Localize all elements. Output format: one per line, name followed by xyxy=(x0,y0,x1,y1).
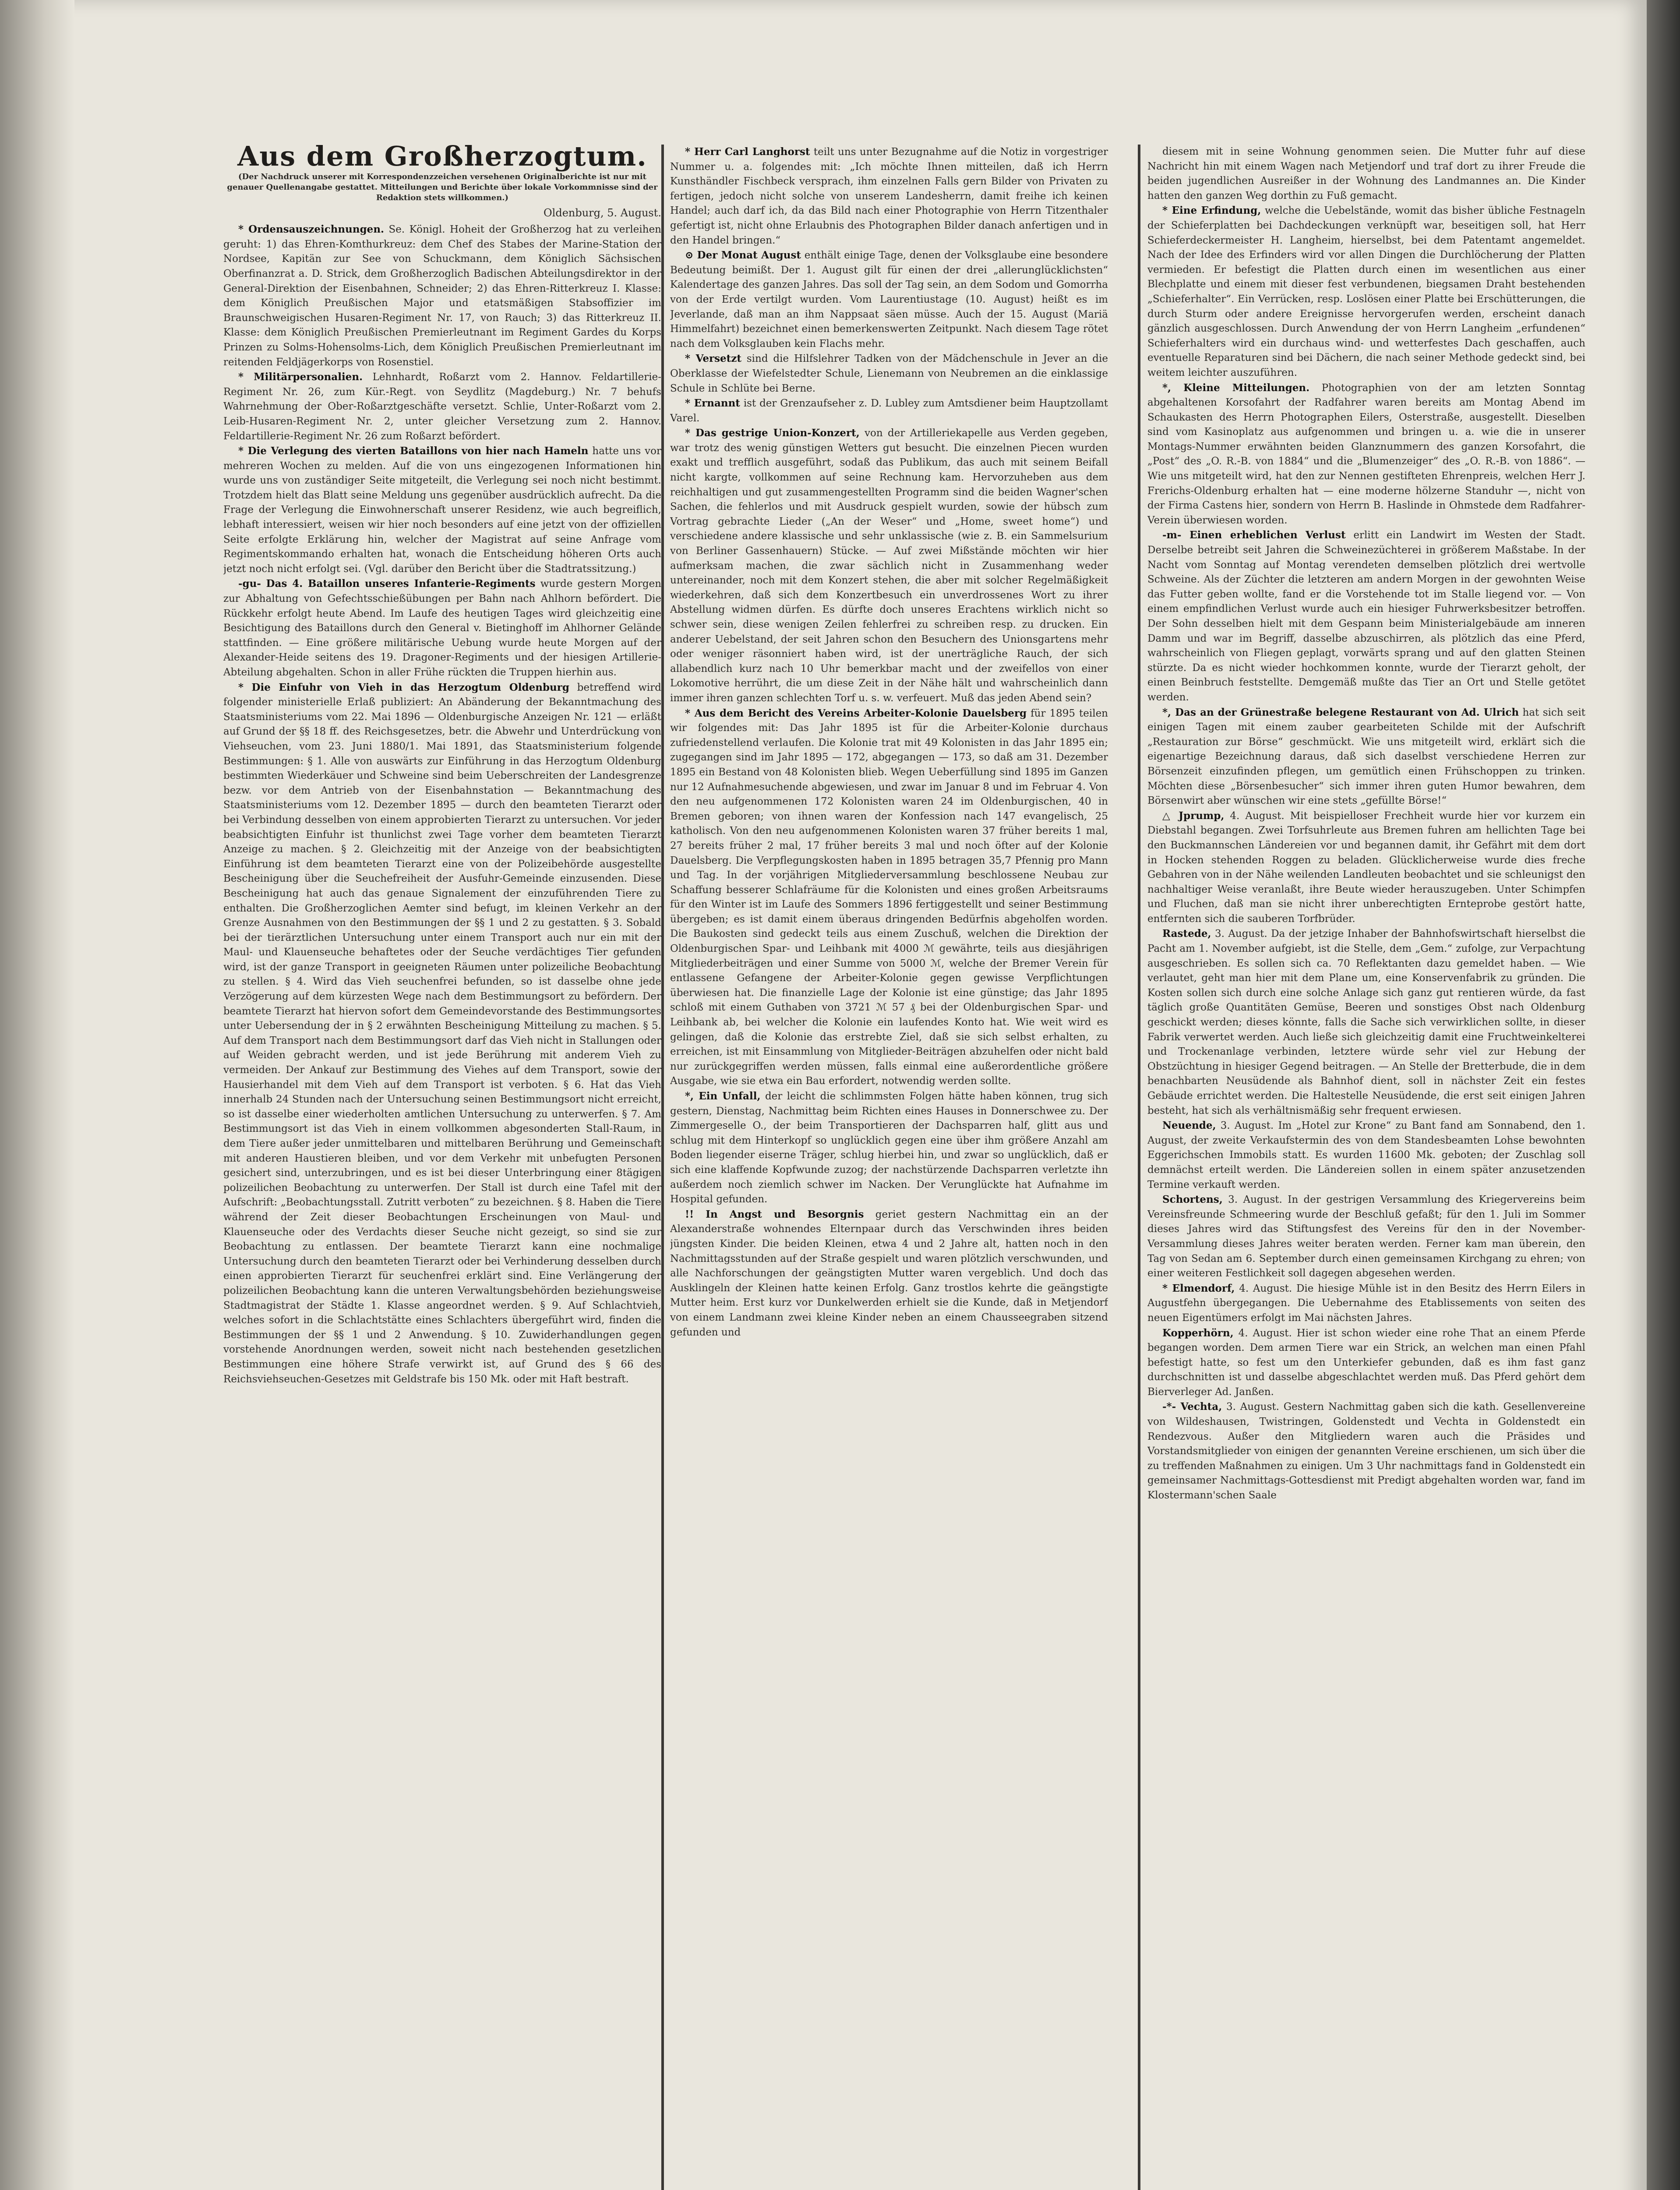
article-text: hatte uns vor mehreren Wochen zu melden. Auf die von uns eingezogenen Informationen hin wurde uns von zuständiger Seite mitgeteilt, die Verlegung sei noch nicht bestimmt. Trotzdem hielt das Blatt seine Meldung uns gegenüber ausdrücklich aufrecht. Da die Frage der Verlegung die Einwohnerschaft unserer Residenz, wie auch begreiflich, lebhaft interessiert, weisen wir hier noch besonders auf eine jetzt von der offiziellen Seite erfolgte Erklärung hin, welcher der Magistrat auf seine Anfrage vom Regimentskommando erhalten hat, wonach die Entscheidung höheren Orts auch jetzt noch nicht erfolgt sei. (Vgl. darüber den Bericht über die Stadtratssitzung.) xyxy=(223,445,661,575)
article-headline: !! In Angst und Besorgnis xyxy=(685,1208,864,1220)
article-headline: * Die Einfuhr von Vieh in das Herzogtum Oldenburg xyxy=(238,681,569,693)
article-paragraph xyxy=(670,1089,1108,1207)
article-headline: * Aus dem Bericht des Vereins Arbeiter-Kolonie Dauelsberg xyxy=(685,707,1027,719)
article-text: teilt uns unter Bezugnahme auf die Notiz in vorgestriger Nummer u. a. folgendes mit: „Ich möchte Ihnen mitteilen, daß ich Herrn Kunsthändler Fischbeck versprach, ihm einzelnen Falls gern Bilder von Privaten zu fertigen, jedoch nicht solche von unserem Landesherrn, damit freihe ich keinen Handel; auch darf ich, da das Bild nach einer Photographie von Herrn Titzenthaler gefertigt ist, nicht ohne Erlaubnis des Photographen Bilder danach anfertigen und in den Handel bringen.“ xyxy=(670,146,1108,246)
article-text: enthält einige Tage, denen der Volksglaube eine besondere Bedeutung beimißt. Der 1. August gilt für einen der drei „allerunglücklichsten“ Kalendertage des ganzen Jahres. Das soll der Tag sein, an dem Sodom und Gomorrha von der Erde vertilgt wurden. Vom Laurentiustage (10. August) heißt es im Jeverlande, daß man an ihm Nappsaat säen müsse. Auch der 15. August (Mariä Himmelfahrt) bezeichnet einen bemerkenswerten Zeitpunkt. Nach diesem Tage rötet nach dem Volksglauben kein Flachs mehr. xyxy=(670,250,1108,350)
column-rule xyxy=(661,145,664,2190)
article-paragraph xyxy=(1147,1118,1585,1192)
article-paragraph xyxy=(223,444,661,576)
article-text: der leicht die schlimmsten Folgen hätte haben können, trug sich gestern, Dienstag, Nachmittag beim Richten eines Hauses in Donnerschwee zu. Der Zimmergeselle O., der beim Transportieren der Dachsparren half, glitt aus und schlug mit dem Hinterkopf so unglücklich gegen eine über ihm größere Anzahl am Boden liegender eiserne Träger, schlug hierbei hin, und zwar so unglücklich, daß er sich eine klaffende Kopfwunde zuzog; der nachstürzende Dachsparren verletzte ihn außerdem noch ziemlich schwer im Nacken. Der Verunglückte hat Aufnahme im Hospital gefunden. xyxy=(670,1091,1108,1205)
column-1-articles xyxy=(223,222,661,1387)
article-text: wurde gestern Morgen zur Abhaltung von Gefechtsschießübungen per Bahn nach Ahlhorn befördert. Die Rückkehr erfolgt heute Abend. Im Laufe des heutigen Tages wird gleichzeitig eine Besichtigung des Bataillons durch den General v. Bietinghoff im Ahlhorner Gelände stattfinden. — Eine größere militärische Uebung wurde heute Morgen auf der Alexander-Heide seitens des 19. Dragoner-Regiments und der hiesigen Artillerie-Abteilung abgehalten. Schon in aller Frühe rückten die Truppen hierhin aus. xyxy=(223,578,661,678)
article-headline: *, Ein Unfall, xyxy=(685,1090,761,1102)
article-headline: * Ordensauszeichnungen. xyxy=(238,223,385,236)
dateline: Oldenburg, 5. August. xyxy=(543,206,661,219)
article-text: hat sich seit einigen Tagen mit einem zauber gearbeiteten Schilde mit der Aufschrift „Restauration zur Börse“ geschmückt. Wie uns mitgeteilt wird, erklärt sich die eigenartige Bezeichnung daraus, daß sich daselbst verschiedene Herren zur Börsenzeit einzufinden pflegen, um gemütlich einen Frühschoppen zu trinken. Möchten diese „Börsenbesucher“ sich immer ihren guten Humor bewahren, dem Börsenwirt aber wünschen wir eine stets „gefüllte Börse!“ xyxy=(1147,706,1585,807)
article-text: 4. August. Mit beispielloser Frechheit wurde hier vor kurzem ein Diebstahl begangen. Zwei Torfsuhrleute aus Bremen fuhren am hellichten Tage bei den Buckmannschen Ländereien vor und begannen damit, ihr Gefährt mit dem dort in Hocken stehenden Roggen zu beladen. Glücklicherweise wurde dies freche Gebahren von in der Nähe weilenden Landleuten beobachtet und sie schleunigst den nachhaltiger Weise veranlaßt, ihre Beute wieder herauszugeben. Unter Schimpfen und Fluchen, daß man sie nicht ihrer unberechtigten Ernteprobe gestört hatte, entfernten sich die sauberen Torfbrüder. xyxy=(1147,810,1585,925)
article-text: Lehnhardt, Roßarzt vom 2. Hannov. Feldartillerie-Regiment Nr. 26, zum Kür.-Regt. von Seydlitz (Magdeburg.) Nr. 7 behufs Wahrnehmung der Ober-Roßarztgeschäfte versetzt. Schlie, Unter-Roßarzt vom 2. Leib-Husaren-Regiment Nr. 2, unter gleicher Versetzung zum 2. Hannov. Feldartillerie-Regiment Nr. 26 zum Roßarzt befördert. xyxy=(223,371,661,442)
article-text: welche die Uebelstände, womit das bisher übliche Festnageln der Schieferplatten bei Dachdeckungen verknüpft war, beseitigen soll, hat Herr Schieferdeckermeister H. Langheim, hierselbst, bei dem Patentamt angemeldet. Nach der Idee des Erfinders wird vor allen Dingen die Durchlöcherung der Platten vermieden. Er befestigt die Platten durch einen im wesentlichen aus einer Blechplatte und einem mit dieser fest verbundenen, biegsamen Draht bestehenden „Schieferhalter“. Ein Verrücken, resp. Loslösen einer Platte bei Erschütterungen, die durch Sturm oder andere Ereignisse hervorgerufen werden, erscheint danach gänzlich ausgeschlossen. Durch Anwendung der von Herrn Langheim „erfundenen“ Schieferhalters wird ein durchaus wind- und wetterfestes Dach geschaffen, auch eventuelle Reparaturen sind bei Dächern, die nach seiner Methode gedeckt sind, bei weitem leichter auszuführen. xyxy=(1147,205,1585,378)
article-paragraph xyxy=(670,396,1108,426)
article-headline: △ Jprump, xyxy=(1162,809,1225,822)
article-paragraph xyxy=(670,145,1108,248)
article-paragraph xyxy=(670,706,1108,1089)
article-text: 4. August. Die hiesige Mühle ist in den Besitz des Herrn Eilers in Augustfehn übergegangen. Die Uebernahme des Etablissements von seiten des neuen Eigentümers erfolgt im Mai nächsten Jahres. xyxy=(1147,1282,1585,1324)
article-paragraph xyxy=(1147,1281,1585,1326)
article-text: 3. August. Gestern Nachmittag gaben sich die kath. Gesellenvereine von Wildeshausen, Twistringen, Goldenstedt und Vechta in Goldenstedt ein Rendezvous. Außer den Mitgliedern waren auch die Präsides und Vorstandsmitglieder von einigen der genannten Vereine erschienen, um sich über die zu treffenden Maßnahmen zu einigen. Um 3 Uhr nachmittags fand in Goldenstedt ein gemeinsamer Nachmittags-Gottesdienst mit Predigt abgehalten worden war, fand im Klostermann'schen Saale xyxy=(1147,1401,1585,1501)
article-headline: * Eine Erfindung, xyxy=(1162,205,1261,217)
article-headline: Kopperhörn, xyxy=(1162,1327,1234,1339)
article-headline: *, Das an der Grünestraße belegene Restaurant von Ad. Ulrich xyxy=(1162,706,1519,718)
book-edge xyxy=(1647,0,1680,2190)
article-paragraph xyxy=(1147,528,1585,705)
article-paragraph xyxy=(1147,1326,1585,1400)
article-paragraph xyxy=(1147,203,1585,380)
article-headline: -m- Einen erheblichen Verlust xyxy=(1162,529,1346,541)
article-headline: -gu- Das 4. Bataillon unseres Infanterie-Regiments xyxy=(238,578,536,590)
article-headline: Neuende, xyxy=(1162,1120,1216,1132)
article-paragraph xyxy=(670,351,1108,396)
article-text: von der Artilleriekapelle aus Verden gegeben, war trotz des wenig günstigen Wetters gut besucht. Die einzelnen Piecen wurden exakt und trefflich ausgeführt, sodaß das Publikum, das auch mit seinem Beifall nicht kargte, vollkommen auf seine Rechnung kam. Hervorzuheben aus dem reichhaltigen und gut zusammengestellten Programm sind die beiden Wagner'schen Sachen, die fehlerlos und mit Ausdruck gespielt wurden, sowie der hübsch zum Vortrag gebrachte Lieder („An der Weser“ und „Home, sweet home“) und verschiedene andere klassische und sehr unklassische (wie z. B. ein Sammelsurium von Berliner Gassenhauern) Stücke. — Auf zwei Mißstände möchten wir hier aufmerksam machen, die zwar sächlich nicht in Zusammenhang weder untereinander, noch mit dem Konzert stehen, die aber mit solcher Regelmäßigkeit wiederkehren, daß sich dem Konzertbesuch ein unverdrossenes Wort zu ihrer Abstellung widmen dürfen. Es dürfte doch unseres Erachtens wirklich nicht so schwer sein, diese wenigen Zeilen fehlerfrei zu schreiben resp. zu drucken. Ein anderer Uebelstand, der seit Jahren schon den Besuchern des Unionsgartens mehr oder weniger räsonniert haben wird, ist der unerträgliche Rauch, der sich allabendlich kurz nach 10 Uhr bemerkbar macht und der zweifellos von einer Lokomotive herrührt, die um diese Zeit in der Nähe hält und wahrscheinlich dann immer ihren ganzen schlechten Torf u. s. w. verfeuert. Muß das jeden Abend sein? xyxy=(670,427,1108,704)
article-headline: * Ernannt xyxy=(685,397,740,410)
article-paragraph xyxy=(1147,145,1585,203)
article-paragraph xyxy=(1147,705,1585,809)
article-paragraph xyxy=(1147,381,1585,528)
article-text: 3. August. Da der jetzige Inhaber der Bahnhofswirtschaft hierselbst die Pacht am 1. November aufgiebt, ist die Stelle, dem „Gem.“ zufolge, zur Verpachtung ausgeschrieben. Es sollen sich ca. 70 Reflektanten dazu gemeldet haben. — Wie verlautet, geht man hier mit dem Plane um, eine Konservenfabrik zu gründen. Die Kosten sollen sich durch eine solche Anlage sich ganz gut rentieren würde, da fast täglich große Quantitäten Gemüse, Beeren und sonstiges Obst nach Oldenburg geschickt werden; dieses könnte, falls die Sache sich verwirklichen sollte, in dieser Fabrik verwertet werden. Auch ließe sich gleichzeitig damit eine Fruchtweinkelterei und Trockenanlage verbinden, letztere würde sehr viel zur Hebung der Obstzüchtung in hiesiger Gegend beitragen. — An Stelle der Bretterbude, die in dem benachbarten Neusüdende als Bahnhof dient, soll in nächster Zeit ein festes Gebäude errichtet werden. Die Haltestelle Neusüdende, die erst seit einigen Jahren besteht, hat sich als verhältnismäßig sehr frequent erwiesen. xyxy=(1147,928,1585,1116)
article-text: Se. Königl. Hoheit der Großherzog hat zu verleihen geruht: 1) das Ehren-Komthurkreuz: dem Chef des Stabes der Marine-Station der Nordsee, Kapitän zur See von Schuckmann, dem Königlich Sächsischen Oberfinanzrat a. D. Strick, dem Großherzoglich Badischen Abteilungsdirektor in der General-Direktion der Eisenbahnen, Schneider; 2) das Ehren-Ritterkreuz I. Klasse: dem Königlich Preußischen Major und etatsmäßigen Stabsoffizier im Braunschweigischen Husaren-Regiment Nr. 17, von Rauch; 3) das Ritterkreuz II. Klasse: dem Königlich Preußischen Premierleutnant im Regiment Gardes du Korps Prinzen zu Solms-Hohensolms-Lich, dem Königlich Preußischen Premierleutnant im reitenden Feldjägerkorps von Rosenstiel. xyxy=(223,224,661,368)
article-text: 3. August. In der gestrigen Versammlung des Kriegervereins beim Vereinsfreunde Schmeering wurde der Beschluß gefaßt; für den 1. Juli im Sommer dieses Jahres wird das Stiftungsfest des Vereins für den in der November-Versammlung dieses Jahres weiter beraten werden. Ferner kam man überein, den Tag von Sedan am 6. September durch einen gemeinsamen Kirchgang zu ehren; von einer weiteren Festlichkeit soll dagegen abgesehen werden. xyxy=(1147,1194,1585,1279)
column-1 xyxy=(223,145,661,2190)
article-headline: * Das gestrige Union-Konzert, xyxy=(685,427,860,439)
article-headline: * Elmendorf, xyxy=(1162,1282,1235,1294)
article-paragraph xyxy=(1147,809,1585,927)
article-text: Photographien von der am letzten Sonntag abgehaltenen Korsofahrt der Radfahrer waren bereits am Montag Abend im Schaukasten des Herrn Photographen Eilers, Osterstraße, ausgestellt. Dieselben sind vom Kasinoplatz aus aufgenommen und bringen u. a. wie die in unserer Montags-Nummer erwähnten beiden Glanznummern des ganzen Korsofahrt, die „Post“ des „O. R.-B. von 1884“ und die „Blumenzeiger“ des „O. R.-B. von 1886“. — Wie uns mitgeteilt wird, hat den zur Nennen gestifteten Ehrenpreis, welchen Herr J. Frerichs-Oldenburg erhalten hat — eine moderne hölzerne Standuhr —, nicht von der Firma Castens hier, sondern von Herrn B. Haslinde in Ohmstede dem Radfahrer-Verein überwiesen worden. xyxy=(1147,382,1585,526)
article-text: sind die Hilfslehrer Tadken von der Mädchenschule in Jever an die Oberklasse der Wiefelstedter Schule, Lienemann von Neubremen an die einklassige Schule in Schlüte bei Berne. xyxy=(670,353,1108,394)
article-headline: Schortens, xyxy=(1162,1194,1223,1206)
article-text: für 1895 teilen wir folgendes mit: Das Jahr 1895 ist für die Arbeiter-Kolonie durchaus zufriedenstellend verlaufen. Die Kolonie trat mit 49 Kolonisten in das Jahr 1895 ein; zugegangen sind im Jahr 1895 — 172, abgegangen — 173, so daß am 31. Dezember 1895 ein Bestand von 48 Kolonisten blieb. Wegen Ueberfüllung sind 1895 im Ganzen nur 12 Aufnahmesuchende abgewiesen, und zwar im Januar 8 und im Februar 4. Von den neu aufgenommenen 172 Kolonisten waren 24 im Oldenburgischen, 40 in Bremen geboren; von ihnen waren der Konfession nach 147 evangelisch, 25 katholisch. Von den neu aufgenommenen Kolonisten waren 37 früher bereits 1 mal, 27 bereits früher 2 mal, 17 früher bereits 3 mal und noch öfter auf der Kolonie Dauelsberg. Die Verpflegungskosten haben in 1895 betragen 35,7 Pfennig pro Mann und Tag. In der vorjährigen Mitgliederversammlung beschlossene Neubau zur Schaffung besserer Schlafräume für die Kolonisten und eines großen Arbeitsraums für den Winter ist im Laufe des Sommers 1896 fertiggestellt und seiner Bestimmung übergeben; es ist damit einem überaus dringenden Bedürfnis abgeholfen worden. Die Baukosten sind gedeckt teils aus einem Zuschuß, welchen die Direktion der Oldenburgischen Spar- und Leihbank mit 4000 ℳ gewährte, teils aus diesjährigen Mitgliederbeiträgen und einer Summe von 5000 ℳ, welche der Bremer Verein für entlassene Gefangene der Arbeiter-Kolonie gegen gewisse Verpflichtungen überwiesen hat. Die finanzielle Lage der Kolonie ist eine günstige; das Jahr 1895 schloß mit einem Guthaben von 3721 ℳ 57 ₰ bei der Oldenburgischen Spar- und Leihbank ab, bei welcher die Kolonie ein laufendes Konto hat. Wie weit wird es gelingen, daß die Kolonie das erstrebte Ziel, daß sie sich selbst erhalten, zu erreichen, ist mit Einsammlung von Mitglieder-Beiträgen abzuhelfen oder nicht bald nur zurückgegriffen werden müssen, falls einmal eine außerordentliche größere Ausgabe, wie sie etwa ein Bau erfordert, notwendig werden sollte. xyxy=(670,707,1108,1087)
article-headline: * Herr Carl Langhorst xyxy=(685,146,810,158)
article-text: betreffend wird folgender ministerielle Erlaß publiziert: An Abänderung der Bekanntmachung des Staatsministeriums vom 22. Mai 1896 — Oldenburgische Anzeigen Nr. 121 — erläßt auf Grund der §§ 18 ff. des Reichsgesetzes, betr. die Abwehr und Unterdrückung von Viehseuchen, vom 23. Juni 1880/1. Mai 1891, das Staatsministerium folgende Bestimmungen: § 1. Alle von auswärts zur Einführung in das Herzogtum Oldenburg bestimmten Wiederkäuer und Schweine sind beim Ueberschreiten der Landesgrenze bezw. vor dem Antrieb von der Eisenbahnstation — Bekanntmachung des Staatsministeriums vom 12. Dezember 1895 — durch den beamteten Tierarzt oder bei Verbindung desselben von einem approbierten Tierarzt zu untersuchen. Vor jeder beabsichtigten Einfuhr ist thunlichst zwei Tage vorher dem beamteten Tierarzt Anzeige zu machen. § 2. Gleichzeitig mit der Anzeige von der beabsichtigten Einführung ist dem beamteten Tierarzt eine von der Polizeibehörde ausgestellte Bescheinigung über die Seuchefreiheit der Ausfuhr-Gemeinde einzusenden. Diese Bescheinigung hat auch das genaue Signalement der einzuführenden Tiere zu enthalten. Die Großherzoglichen Aemter sind befugt, im kleinen Verkehr an der Grenze Ausnahmen von den Bestimmungen der §§ 1 und 2 zu gestatten. § 3. Sobald bei der tierärztlichen Untersuchung unter einem Transport auch nur ein mit der Maul- und Klauenseuche behaftetes oder der Seuche verdächtiges Tier gefunden wird, ist der ganze Transport in geeigneten Räumen unter polizeiliche Beobachtung zu stellen. § 4. Wird das Vieh seuchenfrei befunden, so ist dasselbe ohne jede Verzögerung auf dem kürzesten Wege nach dem Bestimmungsort zu befördern. Der beamtete Tierarzt hat hiervon sofort dem Gemeindevorstande des Bestimmungsortes unter Uebersendung der in § 2 erwähnten Bescheinigung Mitteilung zu machen. § 5. Auf dem Transport nach dem Bestimmungsort darf das Vieh nicht in Stallungen oder auf Weiden gebracht werden, und ist jede Berührung mit anderem Vieh zu vermeiden. Der Ankauf zur Bestimmung des Viehes auf dem Transport, sowie der Hausierhandel mit dem Vieh auf dem Transport ist verboten. § 6. Hat das Vieh innerhalb 24 Stunden nach der Untersuchung seinen Bestimmungsort nicht erreicht, so ist dasselbe einer wiederholten amtlichen Untersuchung zu unterwerfen. § 7. Am Bestimmungsort ist das Vieh in einem vollkommen abgesonderten Stall-Raum, in dem Tiere außer jeder unmittelbaren und mittelbaren Berührung und Gemeinschaft mit anderen Haustieren bleiben, und vor dem Verkehr mit unbefugten Personen gesichert sind, unterzubringen, und es ist bei dieser Unterbringung einer 8tägigen polizeilichen Beobachtung zu unterwerfen. Der Stall ist durch eine Tafel mit der Aufschrift: „Beobachtungsstall. Zutritt verboten“ zu bezeichnen. § 8. Haben die Tiere während der Zeit dieser Beobachtungen Erscheinungen von Maul- und Klauenseuche oder des Verdachts dieser Seuche nicht gezeigt, so sind sie zur Beobachtung zu entlassen. Der beamtete Tierarzt kann eine nochmalige Untersuchung durch den beamteten Tierarzt oder bei Verhinderung desselben durch einen approbierten Tierarzt für seuchenfrei erklärt sind. Eine Verlängerung der polizeilichen Beobachtung kann die unteren Verwaltungsbehörden beziehungsweise Stadtmagistrat der Städte 1. Klasse angeordnet werden. § 9. Auf Schlachtvieh, welches sofort in die Schlachtstätte eines Schlachters übergeführt wird, finden die Bestimmungen der §§ 1 und 2 Anwendung. § 10. Zuwiderhandlungen gegen vorstehende Anordnungen werden, soweit nicht nach bestehenden gesetzlichen Bestimmungen eine höhere Strafe verwirkt ist, auf Grund des § 66 des Reichsviehseuchen-Gesetzes mit Geldstrafe bis 150 Mk. oder mit Haft bestraft. xyxy=(223,682,661,1385)
article-paragraph xyxy=(1147,1192,1585,1281)
article-paragraph xyxy=(1147,926,1585,1118)
article-paragraph xyxy=(223,680,661,1387)
column-rule xyxy=(1138,145,1140,2190)
column-3-articles xyxy=(1147,145,1585,1503)
article-text: erlitt ein Landwirt im Westen der Stadt. Derselbe betreibt seit Jahren die Schweinezüchterei in größerem Maßstabe. In der Nacht vom Sonntag auf Montag verendeten demselben plötzlich drei wertvolle Schweine. Als der Züchter die letzteren am andern Morgen in der gewohnten Weise das Futter geben wollte, fand er die Vorstehende tot im Stalle liegend vor. — Von einem empfindlichen Verlust wurde auch ein hiesiger Fuhrwerksbesitzer betroffen. Der Sohn desselben hielt mit dem Gespann beim Ministerialgebäude am inneren Damm und war im Begriff, dasselbe abzuschirren, als plötzlich das eine Pferd, wahrscheinlich von Fliegen geplagt, vorwärts sprang und auf den glatten Steinen stürzte. Da es nicht wieder hochkommen konnte, wurde der Tierarzt geholt, der einen Beinbruch feststellte. Demgemäß mußte das Tier an Ort und Stelle getötet werden. xyxy=(1147,530,1585,703)
article-paragraph xyxy=(1147,1399,1585,1503)
article-headline: *, Kleine Mitteilungen. xyxy=(1162,381,1310,394)
article-paragraph xyxy=(670,1207,1108,1340)
column-3 xyxy=(1147,145,1585,2190)
article-text: ist der Grenzaufseher z. D. Lubley zum Amtsdiener beim Hauptzollamt Varel. xyxy=(670,398,1108,424)
article-text: 3. August. Im „Hotel zur Krone“ zu Bant fand am Sonnabend, den 1. August, der zweite Verkaufstermin des von dem Standesbeamten Lohse bewohnten Eggerichschen Immobils statt. Es wurden 11600 Mk. geboten; der Zuschlag soll demnächst erteilt werden. Die Ländereien sollen in einem später anzusetzenden Termine verkauft werden. xyxy=(1147,1120,1585,1190)
article-paragraph xyxy=(223,222,661,370)
article-headline: * Die Verlegung des vierten Bataillons von hier nach Hameln xyxy=(238,445,589,457)
editorial-note: (Der Nachdruck unserer mit Korrespondenzzeichen versehenen Originalberichte ist nur mit genauer Quellenangabe gestattet. Mitteilungen und Berichte über lokale Vorkommnisse sind der Redaktion stets willkommen.) xyxy=(227,172,658,202)
column-2-articles xyxy=(670,145,1108,1340)
article-headline: -*- Vechta, xyxy=(1162,1401,1222,1413)
article-paragraph xyxy=(223,370,661,444)
column-2 xyxy=(670,145,1108,2190)
binding-gutter xyxy=(0,0,74,2190)
section-heading: Aus dem Großherzogtum. xyxy=(237,145,647,172)
article-paragraph xyxy=(670,248,1108,351)
article-headline: Rastede, xyxy=(1162,928,1211,940)
article-headline: ⊙ Der Monat August xyxy=(685,249,801,261)
article-paragraph xyxy=(670,426,1108,706)
article-text: diesem mit in seine Wohnung genommen seien. Die Mutter fuhr auf diese Nachricht hin mit einem Wagen nach Metjendorf und traf dort zu ihrer Freude die beiden jugendlichen Ausreißer in der Wohnung des Landmannes an. Die Kinder hatten den ganzen Weg dorthin zu Fuß gemacht. xyxy=(1147,146,1585,201)
article-headline: * Militärpersonalien. xyxy=(238,371,363,383)
article-paragraph xyxy=(223,576,661,680)
article-text: geriet gestern Nachmittag ein an der Alexanderstraße wohnendes Elternpaar durch das Verschwinden ihres beiden jüngsten Kinder. Die beiden Kleinen, etwa 4 und 2 Jahre alt, hatten noch in den Nachmittagsstunden auf der Straße gespielt und waren plötzlich verschwunden, und alle Nachforschungen der geängstigten Mutter waren vergeblich. Und doch das Ausklingeln der Kleinen hatte keinen Erfolg. Ganz trostlos kehrte die geängstigte Mutter heim. Erst kurz vor Dunkelwerden erhielt sie die Kunde, daß in Metjendorf von einem Landmann zwei kleine Kinder neben an einem Chausseegraben sitzend gefunden und xyxy=(670,1208,1108,1338)
article-text: 4. August. Hier ist schon wieder eine rohe That an einem Pferde begangen worden. Dem armen Tiere war ein Strick, an welchen man einen Pfahl befestigt hatte, so fest um den Unterkiefer gebunden, daß es ihm fast ganz durchschnitten ist und dasselbe abgeschlachtet werden muß. Das Pferd gehört dem Bierverleger Ad. Janßen. xyxy=(1147,1327,1585,1398)
article-headline: * Versetzt xyxy=(685,353,741,365)
